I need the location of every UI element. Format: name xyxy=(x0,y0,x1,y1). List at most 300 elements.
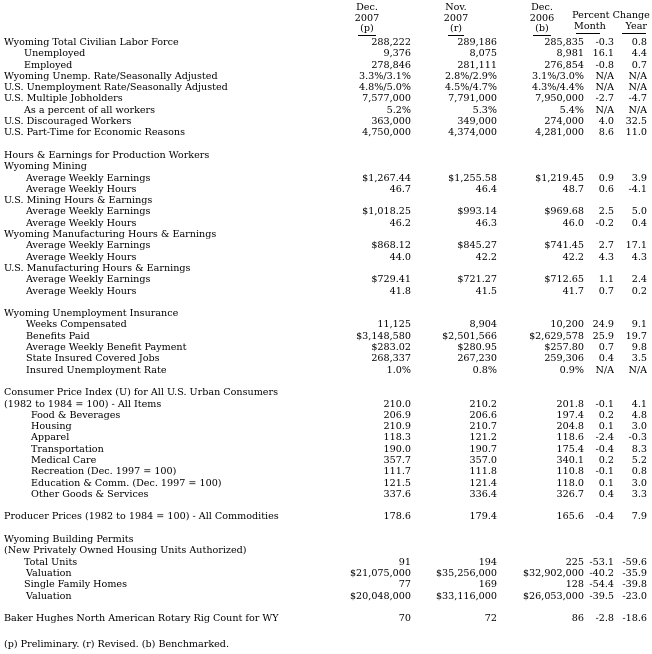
row-label-text: Wyoming Mining xyxy=(4,161,87,173)
cell-v2: 289,186 xyxy=(457,37,497,48)
cell-m: -0.2 xyxy=(595,217,614,229)
cell-y: 9.8 xyxy=(631,342,647,354)
cell-y: 2.4 xyxy=(631,274,647,286)
cell-v2: 169 xyxy=(478,579,497,591)
row-label-text: U.S. Multiple Jobholders xyxy=(4,93,123,105)
cell-v2 xyxy=(411,263,497,274)
cell-m: 2.7 xyxy=(598,240,614,252)
cell-v3: $2,629,578 xyxy=(529,330,584,342)
cell-y xyxy=(614,534,647,545)
cell-y: 4.3 xyxy=(631,251,647,263)
table-row xyxy=(4,263,647,274)
cell-v3: 175.4 xyxy=(556,443,584,455)
cell-v2 xyxy=(411,139,497,150)
table-row xyxy=(4,353,647,364)
table-row xyxy=(4,173,647,184)
row-label xyxy=(4,466,333,477)
cell-v2: $35,256,000 xyxy=(435,567,497,579)
cell-v2: 179.4 xyxy=(469,511,497,523)
cell-v3: 165.6 xyxy=(556,511,584,523)
cell-v3 xyxy=(497,161,584,172)
cell-v3: $1,219.45 xyxy=(535,172,584,184)
cell-m: 0.2 xyxy=(598,454,614,466)
cell-v3 xyxy=(497,523,584,534)
cell-m: -2.8 xyxy=(595,613,614,625)
cell-v1: 9,376 xyxy=(383,48,411,60)
cell-m xyxy=(584,297,614,308)
cell-v3 xyxy=(497,602,584,613)
table-row xyxy=(4,252,647,263)
row-label-text: Benefits Paid xyxy=(26,330,90,342)
row-label xyxy=(4,297,333,308)
row-label-text: Apparel xyxy=(31,432,70,444)
year-label: Year xyxy=(625,20,647,32)
cell-v1 xyxy=(333,387,411,398)
percent-change-title: Percent Change xyxy=(572,10,650,21)
table-row xyxy=(4,37,647,48)
table-row xyxy=(4,82,647,93)
cell-m: 0.6 xyxy=(598,183,614,195)
cell-v3: 10,200 xyxy=(550,319,584,331)
cell-v3: $712.65 xyxy=(544,274,584,286)
cell-m xyxy=(584,195,614,206)
cell-v2 xyxy=(411,534,497,545)
cell-m: -0.4 xyxy=(595,511,614,523)
row-label xyxy=(4,184,333,195)
table-row xyxy=(4,71,647,82)
cell-y xyxy=(614,500,647,511)
cell-m: -40.2 xyxy=(589,567,614,579)
row-label xyxy=(4,105,333,116)
spacer-row xyxy=(4,523,647,534)
spacer-row xyxy=(4,624,647,635)
table-row xyxy=(4,387,647,398)
spacer-row xyxy=(4,376,647,387)
cell-v3: 0.9% xyxy=(559,364,584,376)
cell-v1 xyxy=(333,376,411,387)
cell-v1 xyxy=(333,229,411,240)
row-label-text: Average Weekly Earnings xyxy=(26,240,151,252)
cell-m xyxy=(584,308,614,319)
row-label-text: Other Goods & Services xyxy=(31,488,149,500)
cell-v1 xyxy=(333,534,411,545)
table-row xyxy=(4,274,647,285)
cell-v1: 1.0% xyxy=(386,364,411,376)
row-label-text: Wyoming Unemployment Insurance xyxy=(4,308,179,320)
row-label xyxy=(4,365,333,376)
row-label xyxy=(4,353,333,364)
row-label-text: Consumer Price Index (U) for All U.S. Urban Consumers xyxy=(4,387,278,399)
row-label xyxy=(4,624,333,635)
cell-v1 xyxy=(333,624,411,635)
cell-v2 xyxy=(411,195,497,206)
row-label xyxy=(4,568,333,579)
cell-v1: 46.7 xyxy=(389,183,411,195)
cell-y xyxy=(614,602,647,613)
cell-y xyxy=(614,161,647,172)
table-row xyxy=(4,421,647,432)
cell-v3: 48.7 xyxy=(562,183,584,195)
cell-v1: $1,018.25 xyxy=(362,206,411,218)
table-row xyxy=(4,410,647,421)
table-row xyxy=(4,308,647,319)
row-label-text: Hours & Earnings for Production Workers xyxy=(4,149,210,161)
cell-m xyxy=(584,376,614,387)
cell-m: N/A xyxy=(595,364,614,376)
row-label xyxy=(4,511,333,522)
table-row xyxy=(4,184,647,195)
cell-v2 xyxy=(411,229,497,240)
table-row xyxy=(4,511,647,522)
row-label xyxy=(4,195,333,206)
percent-change-header xyxy=(570,11,652,37)
row-label xyxy=(4,82,333,93)
cell-m: 4.0 xyxy=(598,116,614,128)
cell-y: 9.1 xyxy=(631,319,647,331)
cell-v1: 4.8%/5.0% xyxy=(359,82,411,94)
table-row xyxy=(4,218,647,229)
month-label: Month xyxy=(574,20,606,32)
cell-v1: 190.0 xyxy=(383,443,411,455)
cell-v2 xyxy=(411,297,497,308)
table-row xyxy=(4,489,647,500)
cell-v3: 46.0 xyxy=(562,217,584,229)
cell-v2 xyxy=(411,161,497,172)
cell-m: -54.4 xyxy=(589,579,614,591)
footnote: (p) Preliminary. (r) Revised. (b) Benchmarked. xyxy=(4,639,229,650)
cell-y: -18.6 xyxy=(622,613,647,625)
row-label xyxy=(4,252,333,263)
statistics-table xyxy=(4,37,647,636)
cell-y: 17.1 xyxy=(625,240,647,252)
cell-v1 xyxy=(333,139,411,150)
table-row xyxy=(4,545,647,556)
cell-v3: 118.0 xyxy=(556,477,584,489)
cell-m: 2.5 xyxy=(598,206,614,218)
cell-y xyxy=(614,195,647,206)
cell-v2: 7,791,000 xyxy=(448,93,497,105)
cell-v3: 285,835 xyxy=(544,37,584,48)
cell-y: 3.0 xyxy=(631,477,647,489)
cell-v3: $741.45 xyxy=(544,240,584,252)
cell-v3: 4,281,000 xyxy=(535,127,584,139)
cell-m xyxy=(584,150,614,161)
row-label xyxy=(4,557,333,568)
cell-v2 xyxy=(411,624,497,635)
table-row xyxy=(4,466,647,477)
row-label-text: Average Weekly Hours xyxy=(26,285,137,297)
table-row xyxy=(4,534,647,545)
cell-v2: 46.4 xyxy=(475,183,497,195)
cell-y: 4.4 xyxy=(631,48,647,60)
row-label xyxy=(4,150,333,161)
cell-y: -39.8 xyxy=(622,579,647,591)
cell-v3: $969.68 xyxy=(544,206,584,218)
row-label-text: Wyoming Building Permits xyxy=(4,534,134,546)
cell-y xyxy=(614,523,647,534)
cell-v3: 128 xyxy=(565,579,584,591)
cell-v2: 357.0 xyxy=(469,454,497,466)
cell-m: 8.6 xyxy=(598,127,614,139)
cell-v1: $20,048,000 xyxy=(349,590,411,602)
cell-v1: $3,148,580 xyxy=(356,330,411,342)
cell-v2: 194 xyxy=(478,556,497,568)
cell-v3: 86 xyxy=(571,613,584,625)
cell-v3: 340.1 xyxy=(556,454,584,466)
cell-v2: 121.4 xyxy=(469,477,497,489)
row-label-text: Wyoming Manufacturing Hours & Earnings xyxy=(4,229,217,241)
cell-v1: 357.7 xyxy=(383,454,411,466)
cell-m: 1.1 xyxy=(598,274,614,286)
cell-v1: 278,846 xyxy=(371,59,411,71)
row-label-text: Transportation xyxy=(31,443,104,455)
year-underline xyxy=(622,33,646,34)
cell-y: 8.3 xyxy=(631,443,647,455)
cell-v3 xyxy=(497,150,584,161)
row-label-text: Medical Care xyxy=(31,454,97,466)
col-month-label: Dec. xyxy=(356,2,378,13)
cell-m: -0.4 xyxy=(595,443,614,455)
cell-m: -0.3 xyxy=(595,37,614,48)
row-label xyxy=(4,127,333,138)
row-label-text: Average Weekly Benefit Payment xyxy=(26,342,187,354)
cell-v1: 111.7 xyxy=(383,466,411,478)
row-label xyxy=(4,286,333,297)
cell-v1: 77 xyxy=(398,579,411,591)
cell-v2 xyxy=(411,308,497,319)
cell-v3 xyxy=(497,139,584,150)
row-label xyxy=(4,432,333,443)
row-label-text: Wyoming Unemp. Rate/Seasonally Adjusted xyxy=(4,70,218,82)
cell-m: N/A xyxy=(595,104,614,116)
cell-v3: $257.80 xyxy=(544,342,584,354)
table-row xyxy=(4,206,647,217)
cell-y xyxy=(614,624,647,635)
row-label xyxy=(4,206,333,217)
row-label-text: Insured Unemployment Rate xyxy=(26,364,167,376)
table-row xyxy=(4,195,647,206)
cell-y: 32.5 xyxy=(625,116,647,128)
cell-m: -0.1 xyxy=(595,466,614,478)
row-label-text: Total Units xyxy=(24,556,78,568)
cell-v3: 7,950,000 xyxy=(535,93,584,105)
cell-y: -59.6 xyxy=(622,556,647,568)
row-label xyxy=(4,478,333,489)
cell-v2: 2.8%/2.9% xyxy=(445,70,497,82)
cell-m: -0.8 xyxy=(595,59,614,71)
cell-v3: 4.3%/4.4% xyxy=(532,82,584,94)
cell-v3 xyxy=(497,387,584,398)
table-row xyxy=(4,60,647,71)
row-label-text: U.S. Mining Hours & Earnings xyxy=(4,195,153,207)
cell-y: 4.1 xyxy=(631,398,647,410)
col-status-label: (p) xyxy=(360,23,374,34)
row-label-text: U.S. Discouraged Workers xyxy=(4,116,132,128)
cell-y xyxy=(614,263,647,274)
cell-v2 xyxy=(411,523,497,534)
cell-y: 5.0 xyxy=(631,206,647,218)
cell-v1 xyxy=(333,150,411,161)
row-label xyxy=(4,579,333,590)
cell-v3: 197.4 xyxy=(556,409,584,421)
row-label xyxy=(4,591,333,602)
cell-m xyxy=(584,624,614,635)
cell-v3: 259,306 xyxy=(544,353,584,365)
cell-v2: 8,904 xyxy=(469,319,497,331)
table-row xyxy=(4,568,647,579)
table-row xyxy=(4,478,647,489)
row-label-text: Valuation xyxy=(26,590,72,602)
col-year-label: 2007 xyxy=(443,12,469,24)
table-row xyxy=(4,105,647,116)
table-row xyxy=(4,319,647,330)
row-label-text: Unemployed xyxy=(24,48,86,60)
row-label xyxy=(4,421,333,432)
row-label-text: Weeks Compensated xyxy=(26,319,127,331)
cell-v3: 326.7 xyxy=(556,488,584,500)
cell-y: 0.2 xyxy=(631,285,647,297)
table-row xyxy=(4,455,647,466)
cell-v2 xyxy=(411,150,497,161)
cell-m xyxy=(584,545,614,556)
cell-v2: 5.3% xyxy=(472,104,497,116)
cell-v2: 41.5 xyxy=(475,285,497,297)
row-label xyxy=(4,139,333,150)
cell-y xyxy=(614,545,647,556)
cell-v2: $33,116,000 xyxy=(435,590,497,602)
row-label xyxy=(4,500,333,511)
cell-v2: 210.2 xyxy=(469,398,497,410)
cell-v1 xyxy=(333,602,411,613)
cell-v1 xyxy=(333,161,411,172)
cell-v1: 178.6 xyxy=(383,511,411,523)
cell-m: -0.1 xyxy=(595,398,614,410)
cell-m: 0.7 xyxy=(598,342,614,354)
cell-m xyxy=(584,161,614,172)
cell-v2 xyxy=(411,545,497,556)
cell-v2: 42.2 xyxy=(475,251,497,263)
cell-m xyxy=(584,602,614,613)
row-label-text: Average Weekly Hours xyxy=(26,217,137,229)
cell-v2: $280.95 xyxy=(457,342,497,354)
spacer-row xyxy=(4,139,647,150)
cell-v1: 70 xyxy=(398,613,411,625)
row-label xyxy=(4,545,333,556)
cell-v2: 46.3 xyxy=(475,217,497,229)
cell-v1 xyxy=(333,523,411,534)
cell-v3: $32,902,000 xyxy=(522,567,584,579)
col-month-label: Nov. xyxy=(445,2,467,13)
cell-m: 0.4 xyxy=(598,353,614,365)
cell-y: 3.5 xyxy=(631,353,647,365)
cell-m: 25.9 xyxy=(592,330,614,342)
cell-v1: $283.02 xyxy=(371,342,411,354)
row-label xyxy=(4,274,333,285)
row-label xyxy=(4,410,333,421)
cell-v2 xyxy=(411,500,497,511)
table-row xyxy=(4,432,647,443)
cell-v1 xyxy=(333,297,411,308)
col-dec-2007-header xyxy=(331,3,403,36)
row-label xyxy=(4,534,333,545)
cell-m xyxy=(584,139,614,150)
row-label-text: Average Weekly Hours xyxy=(26,251,137,263)
cell-v2 xyxy=(411,387,497,398)
row-label xyxy=(4,173,333,184)
cell-v3: 201.8 xyxy=(556,398,584,410)
cell-y: 11.0 xyxy=(625,127,647,139)
cell-y xyxy=(614,229,647,240)
row-label-text: U.S. Unemployment Rate/Seasonally Adjusted xyxy=(4,82,228,94)
row-label-text: Wyoming Total Civilian Labor Force xyxy=(4,37,179,48)
spacer-row xyxy=(4,500,647,511)
cell-v2: 121.2 xyxy=(469,432,497,444)
table-row xyxy=(4,557,647,568)
row-label-text: Average Weekly Earnings xyxy=(26,172,151,184)
cell-v2: $2,501,566 xyxy=(442,330,497,342)
cell-v3 xyxy=(497,624,584,635)
table-row xyxy=(4,444,647,455)
cell-v2: 206.6 xyxy=(469,409,497,421)
row-label xyxy=(4,602,333,613)
cell-m: 0.7 xyxy=(598,285,614,297)
cell-v1: $21,075,000 xyxy=(349,567,411,579)
cell-y: 0.7 xyxy=(631,59,647,71)
cell-m: 0.4 xyxy=(598,488,614,500)
cell-v3 xyxy=(497,297,584,308)
cell-v1: 91 xyxy=(398,556,411,568)
cell-v3: 225 xyxy=(565,556,584,568)
cell-y: 19.7 xyxy=(625,330,647,342)
cell-y xyxy=(614,308,647,319)
cell-y: -23.0 xyxy=(622,590,647,602)
cell-v3: $26,053,000 xyxy=(522,590,584,602)
table-row xyxy=(4,399,647,410)
row-label-text: Baker Hughes North American Rotary Rig Count for WY xyxy=(4,613,279,625)
cell-v2: $1,255.58 xyxy=(448,172,497,184)
cell-v1: 7,577,000 xyxy=(362,93,411,105)
row-label xyxy=(4,161,333,172)
cell-v3: 118.6 xyxy=(556,432,584,444)
row-label xyxy=(4,376,333,387)
row-label xyxy=(4,523,333,534)
cell-v1 xyxy=(333,545,411,556)
cell-m: -39.5 xyxy=(589,590,614,602)
row-label-text: Education & Comm. (Dec. 1997 = 100) xyxy=(31,477,222,489)
table-row xyxy=(4,150,647,161)
cell-v1: 210.9 xyxy=(383,421,411,433)
table-row xyxy=(4,591,647,602)
cell-m xyxy=(584,500,614,511)
cell-v2: 267,230 xyxy=(457,353,497,365)
cell-v2: 190.7 xyxy=(469,443,497,455)
row-label xyxy=(4,399,333,410)
row-label xyxy=(4,229,333,240)
row-label-text: Recreation (Dec. 1997 = 100) xyxy=(31,466,177,478)
row-label xyxy=(4,319,333,330)
cell-y: -35.9 xyxy=(622,567,647,579)
row-label-text: U.S. Manufacturing Hours & Earnings xyxy=(4,262,191,274)
col-status-label: (r) xyxy=(449,23,463,34)
cell-m xyxy=(584,229,614,240)
cell-v3: 8,981 xyxy=(556,48,584,60)
row-label-text: Average Weekly Earnings xyxy=(26,206,151,218)
cell-v1: 11,125 xyxy=(377,319,411,331)
cell-y: 4.8 xyxy=(631,409,647,421)
cell-y xyxy=(614,150,647,161)
cell-m: 4.3 xyxy=(598,251,614,263)
table-row xyxy=(4,48,647,59)
